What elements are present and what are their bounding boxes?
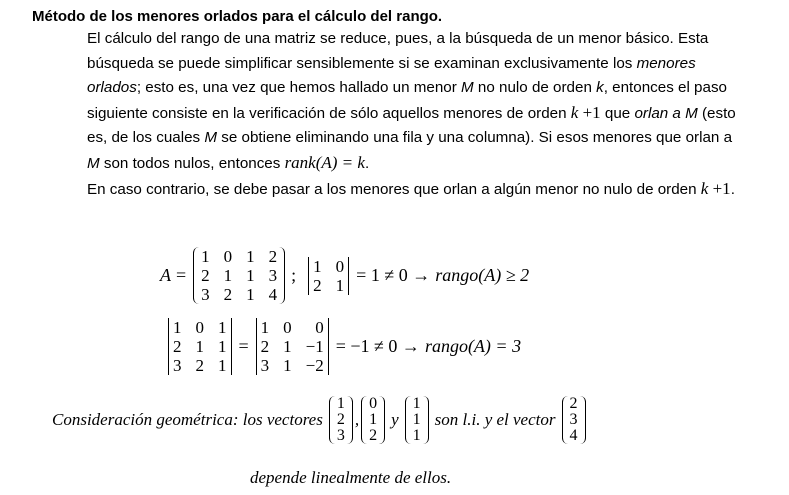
geometric-conclusion: depende linealmente de ellos.: [250, 468, 452, 487]
matrix-entry: 1: [283, 337, 292, 356]
determinant-bar: [229, 318, 232, 375]
matrix-entry: 1: [246, 247, 255, 266]
determinant-bar: [346, 257, 349, 295]
matrix-entry: 2: [201, 266, 210, 285]
matrix-cells: [367, 396, 379, 444]
matrix-entry: 1: [223, 266, 233, 285]
matrix-entry: 2: [569, 395, 578, 412]
matrix-entry: 1: [218, 318, 227, 337]
symbol-k: k: [700, 178, 709, 198]
matrix-entry: −1: [305, 337, 324, 356]
matrix-entry: 1: [412, 411, 421, 428]
text-segment: .: [730, 180, 735, 198]
vector-3: [405, 396, 429, 444]
matrix-entry: −2: [305, 356, 324, 375]
matrix-cells: [311, 257, 346, 295]
matrix-entry: 0: [315, 318, 324, 337]
plus-one: +1: [708, 178, 731, 198]
matrix-entry: 3: [201, 285, 210, 304]
matrix-cells: [411, 396, 423, 444]
determinant-3x3-first: [168, 318, 232, 375]
parenthesis-bracket: [279, 247, 285, 304]
matrix-entry: 1: [201, 247, 210, 266]
separator: ;: [291, 265, 297, 285]
matrix-entry: 1: [412, 395, 421, 412]
matrix-entry: 4: [268, 285, 278, 304]
text-segment: .: [364, 154, 370, 172]
matrix-entry: 0: [223, 247, 233, 266]
matrix-entry: 1: [412, 427, 421, 444]
parenthesis-bracket: [580, 396, 586, 444]
matrix-entry: 1: [283, 356, 292, 375]
matrix-entry: 1: [218, 356, 227, 375]
text-segment: se obtiene eliminando una fila y una columna). Si esos menores que orlan a: [217, 129, 733, 147]
matrix-entry: 2: [313, 275, 322, 295]
rank-expression: rank(A) = k: [284, 152, 365, 172]
geometric-prefix: Consideración geométrica: los vectores: [52, 410, 323, 429]
matrix-cells: [171, 318, 229, 375]
matrix-entry: 3: [336, 427, 345, 444]
matrix-entry: 2: [268, 247, 278, 266]
comma: ,: [354, 410, 360, 429]
matrix-cells: [335, 396, 347, 444]
plus-one: +1: [578, 102, 601, 122]
determinant-3x3-second: [256, 318, 329, 375]
minor-result: = 1 ≠ 0 →: [356, 265, 431, 285]
equals-sign: =: [176, 265, 187, 285]
geometric-middle: son l.i. y el vector: [434, 410, 556, 429]
matrix-entry: 1: [260, 318, 270, 337]
matrix-entry: 1: [246, 285, 255, 304]
matrix-cells: [568, 396, 580, 444]
matrix-entry: 1: [218, 337, 227, 356]
symbol-k: k: [570, 102, 579, 122]
vector-4: [562, 396, 586, 444]
paragraph-main: [87, 27, 747, 177]
explanation-paragraph: [87, 27, 747, 202]
matrix-cells: [199, 247, 279, 304]
symbol-k: k: [596, 79, 604, 97]
matrix-entry: 2: [195, 356, 204, 375]
equation-rank-eq-3: [166, 318, 521, 375]
conjunction-y: y: [391, 410, 399, 429]
determinant-bar: [326, 318, 329, 375]
vector-2: [361, 396, 385, 444]
matrix-entry: 1: [336, 395, 345, 412]
matrix-entry: 2: [260, 337, 270, 356]
matrix-entry: 0: [335, 256, 345, 276]
matrix-entry: 3: [268, 266, 278, 285]
parenthesis-bracket: [379, 396, 385, 444]
matrix-entry: 3: [173, 356, 182, 375]
equation-rank-ge-2: [160, 247, 529, 304]
geometric-consideration: [48, 396, 588, 444]
matrix-entry: 4: [569, 427, 578, 444]
vector-1: [329, 396, 353, 444]
matrix-entry: 2: [369, 427, 378, 444]
symbol-M: M: [204, 129, 218, 147]
matrix-entry: 0: [369, 395, 378, 412]
determinant-result: = −1 ≠ 0 →: [335, 336, 420, 356]
matrix-A: [193, 247, 285, 304]
text-segment: , entonces el paso siguiente consiste en la verificación de sólo aquellos menores de orden: [87, 79, 727, 122]
matrix-entry: 1: [313, 256, 322, 276]
parenthesis-bracket: [347, 396, 353, 444]
text-segment: En caso contrario, se debe pasar a los menores que orlan a algún menor no nulo de orden: [87, 180, 701, 198]
rank-conclusion: rango(A) = 3: [424, 336, 522, 356]
term-orlan-a-M: orlan a M: [634, 104, 698, 122]
section-title: Método de los menores orlados para el cálculo del rango.: [32, 8, 443, 25]
symbol-M: M: [461, 79, 474, 97]
minor-2x2: [308, 257, 349, 295]
symbol-M: M: [87, 154, 100, 172]
matrix-entry: 1: [246, 266, 255, 285]
matrix-entry: 0: [195, 318, 204, 337]
matrix-cells: [259, 318, 326, 375]
matrix-entry: 3: [569, 411, 578, 428]
matrix-entry: 1: [173, 318, 182, 337]
matrix-entry: 3: [260, 356, 270, 375]
rank-conclusion: rango(A) ≥ 2: [435, 265, 530, 285]
matrix-entry: 1: [195, 337, 204, 356]
term-menores-orlados: menores orlados: [87, 54, 696, 97]
matrix-entry: 1: [369, 411, 378, 428]
matrix-entry: 2: [336, 411, 345, 428]
matrix-entry: 1: [335, 275, 345, 295]
text-segment: El cálculo del rango de una matriz se reduce, pues, a la búsqueda de un menor básico. Esta búsqueda se puede simplificar sensiblemente si se examinan exclusivamente los: [87, 30, 709, 72]
text-segment: son todos nulos, entonces: [99, 154, 285, 172]
text-segment: no nulo de orden: [473, 79, 597, 97]
parenthesis-bracket: [423, 396, 429, 444]
text-segment: (esto es, de los cuales: [87, 104, 736, 147]
matrix-entry: 2: [173, 337, 182, 356]
text-segment: que: [600, 104, 635, 122]
matrix-entry: 0: [283, 318, 292, 337]
equals-sign: =: [238, 336, 249, 356]
matrix-entry: 2: [223, 285, 233, 304]
text-segment: ; esto es, una vez que hemos hallado un menor: [136, 79, 462, 97]
paragraph-continuation: [87, 177, 747, 203]
matrix-name: A: [160, 265, 171, 285]
